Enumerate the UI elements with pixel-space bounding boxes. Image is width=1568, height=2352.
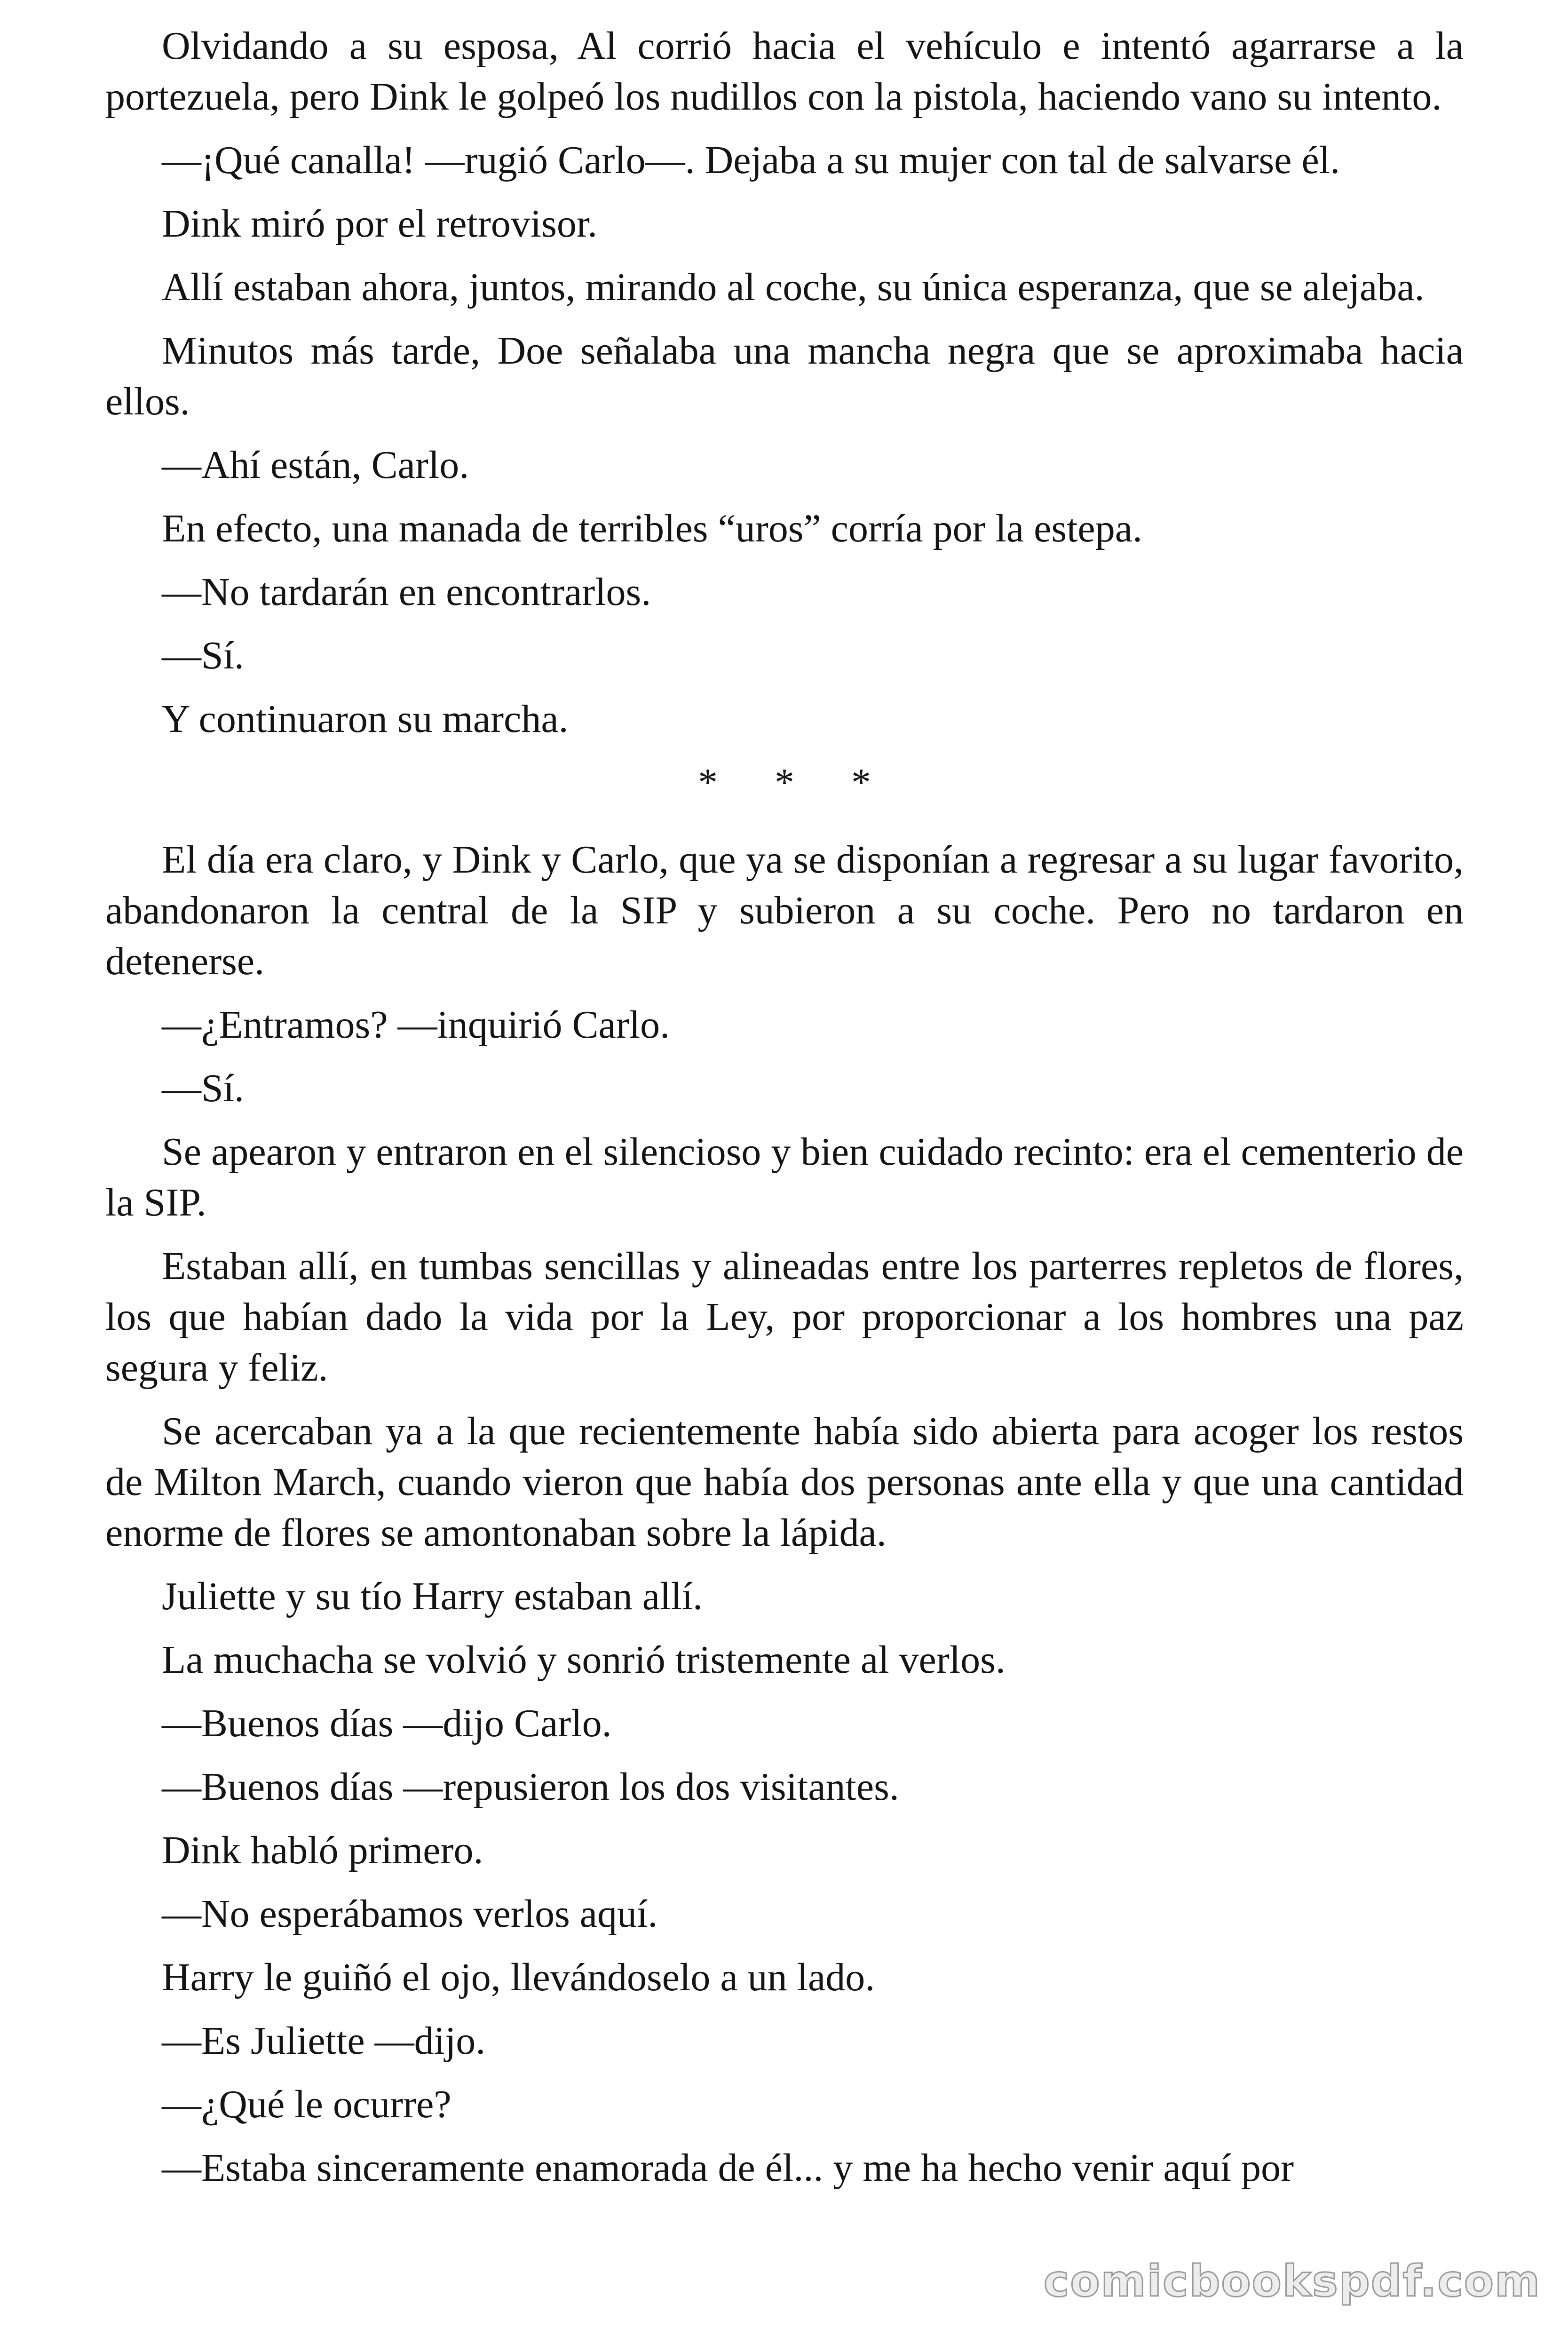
book-page-text bbox=[105, 21, 1464, 2206]
paragraph: En efecto, una manada de terribles “uros” corría por la estepa. bbox=[162, 507, 1142, 550]
paragraph: Harry le guiñó el ojo, llevándoselo a un lado. bbox=[162, 1955, 875, 1999]
paragraph: —Buenos días —dijo Carlo. bbox=[162, 1701, 612, 1745]
paragraph: —Es Juliette —dijo. bbox=[162, 2019, 486, 2063]
paragraph: —No esperábamos verlos aquí. bbox=[162, 1892, 658, 1936]
paragraph: La muchacha se volvió y sonrió tristemente al verlos. bbox=[162, 1638, 1006, 1682]
paragraph: Dink miró por el retrovisor. bbox=[162, 202, 598, 246]
paragraph: —Sí. bbox=[162, 1066, 245, 1110]
paragraph: —Buenos días —repusieron los dos visitantes. bbox=[162, 1765, 899, 1809]
paragraph: —Estaba sinceramente enamorada de él... y me ha hecho venir aquí por bbox=[162, 2146, 1294, 2190]
paragraph: Dink habló primero. bbox=[162, 1828, 483, 1872]
paragraph: —Sí. bbox=[162, 634, 245, 677]
paragraph: —¡Qué canalla! —rugió Carlo—. Dejaba a su mujer con tal de salvarse él. bbox=[162, 138, 1340, 182]
paragraph: El día era claro, y Dink y Carlo, que ya se disponían a regresar a su lugar favorito, abandonaron la central de la SIP y subieron a su coche. Pero no tardaron en detenerse. bbox=[105, 838, 1464, 983]
paragraph: Estaban allí, en tumbas sencillas y alineadas entre los parterres repletos de flores, los que habían dado la vida por la Ley, por proporcionar a los hombres una paz segura y feliz. bbox=[105, 1244, 1464, 1390]
paragraph: —¿Qué le ocurre? bbox=[162, 2082, 451, 2126]
paragraph: Olvidando a su esposa, Al corrió hacia el vehículo e intentó agarrarse a la portezuela, pero Dink le golpeó los nudillos con la pistola, haciendo vano su intento. bbox=[105, 24, 1464, 119]
paragraph: Se acercaban ya a la que recientemente había sido abierta para acoger los restos de Milton March, cuando vieron que había dos personas ante ella y que una cantidad enorme de flores se amontonaban sobre la lápida. bbox=[105, 1409, 1464, 1555]
paragraph: Allí estaban ahora, juntos, mirando al coche, su única esperanza, que se alejaba. bbox=[162, 265, 1425, 309]
watermark: comicbookspdf.com bbox=[1043, 2256, 1541, 2306]
paragraph: —Ahí están, Carlo. bbox=[162, 443, 469, 487]
paragraph: Minutos más tarde, Doe señalaba una mancha negra que se aproximaba hacia ellos. bbox=[105, 329, 1464, 423]
paragraph: —¿Entramos? —inquirió Carlo. bbox=[162, 1003, 670, 1047]
paragraph: Juliette y su tío Harry estaban allí. bbox=[162, 1574, 703, 1618]
paragraph: Y continuaron su marcha. bbox=[162, 697, 569, 741]
paragraph: —No tardarán en encontrarlos. bbox=[162, 570, 651, 614]
section-break: * * * bbox=[698, 761, 871, 804]
paragraph: Se apearon y entraron en el silencioso y bien cuidado recinto: era el cementerio de la SIP. bbox=[105, 1130, 1464, 1224]
